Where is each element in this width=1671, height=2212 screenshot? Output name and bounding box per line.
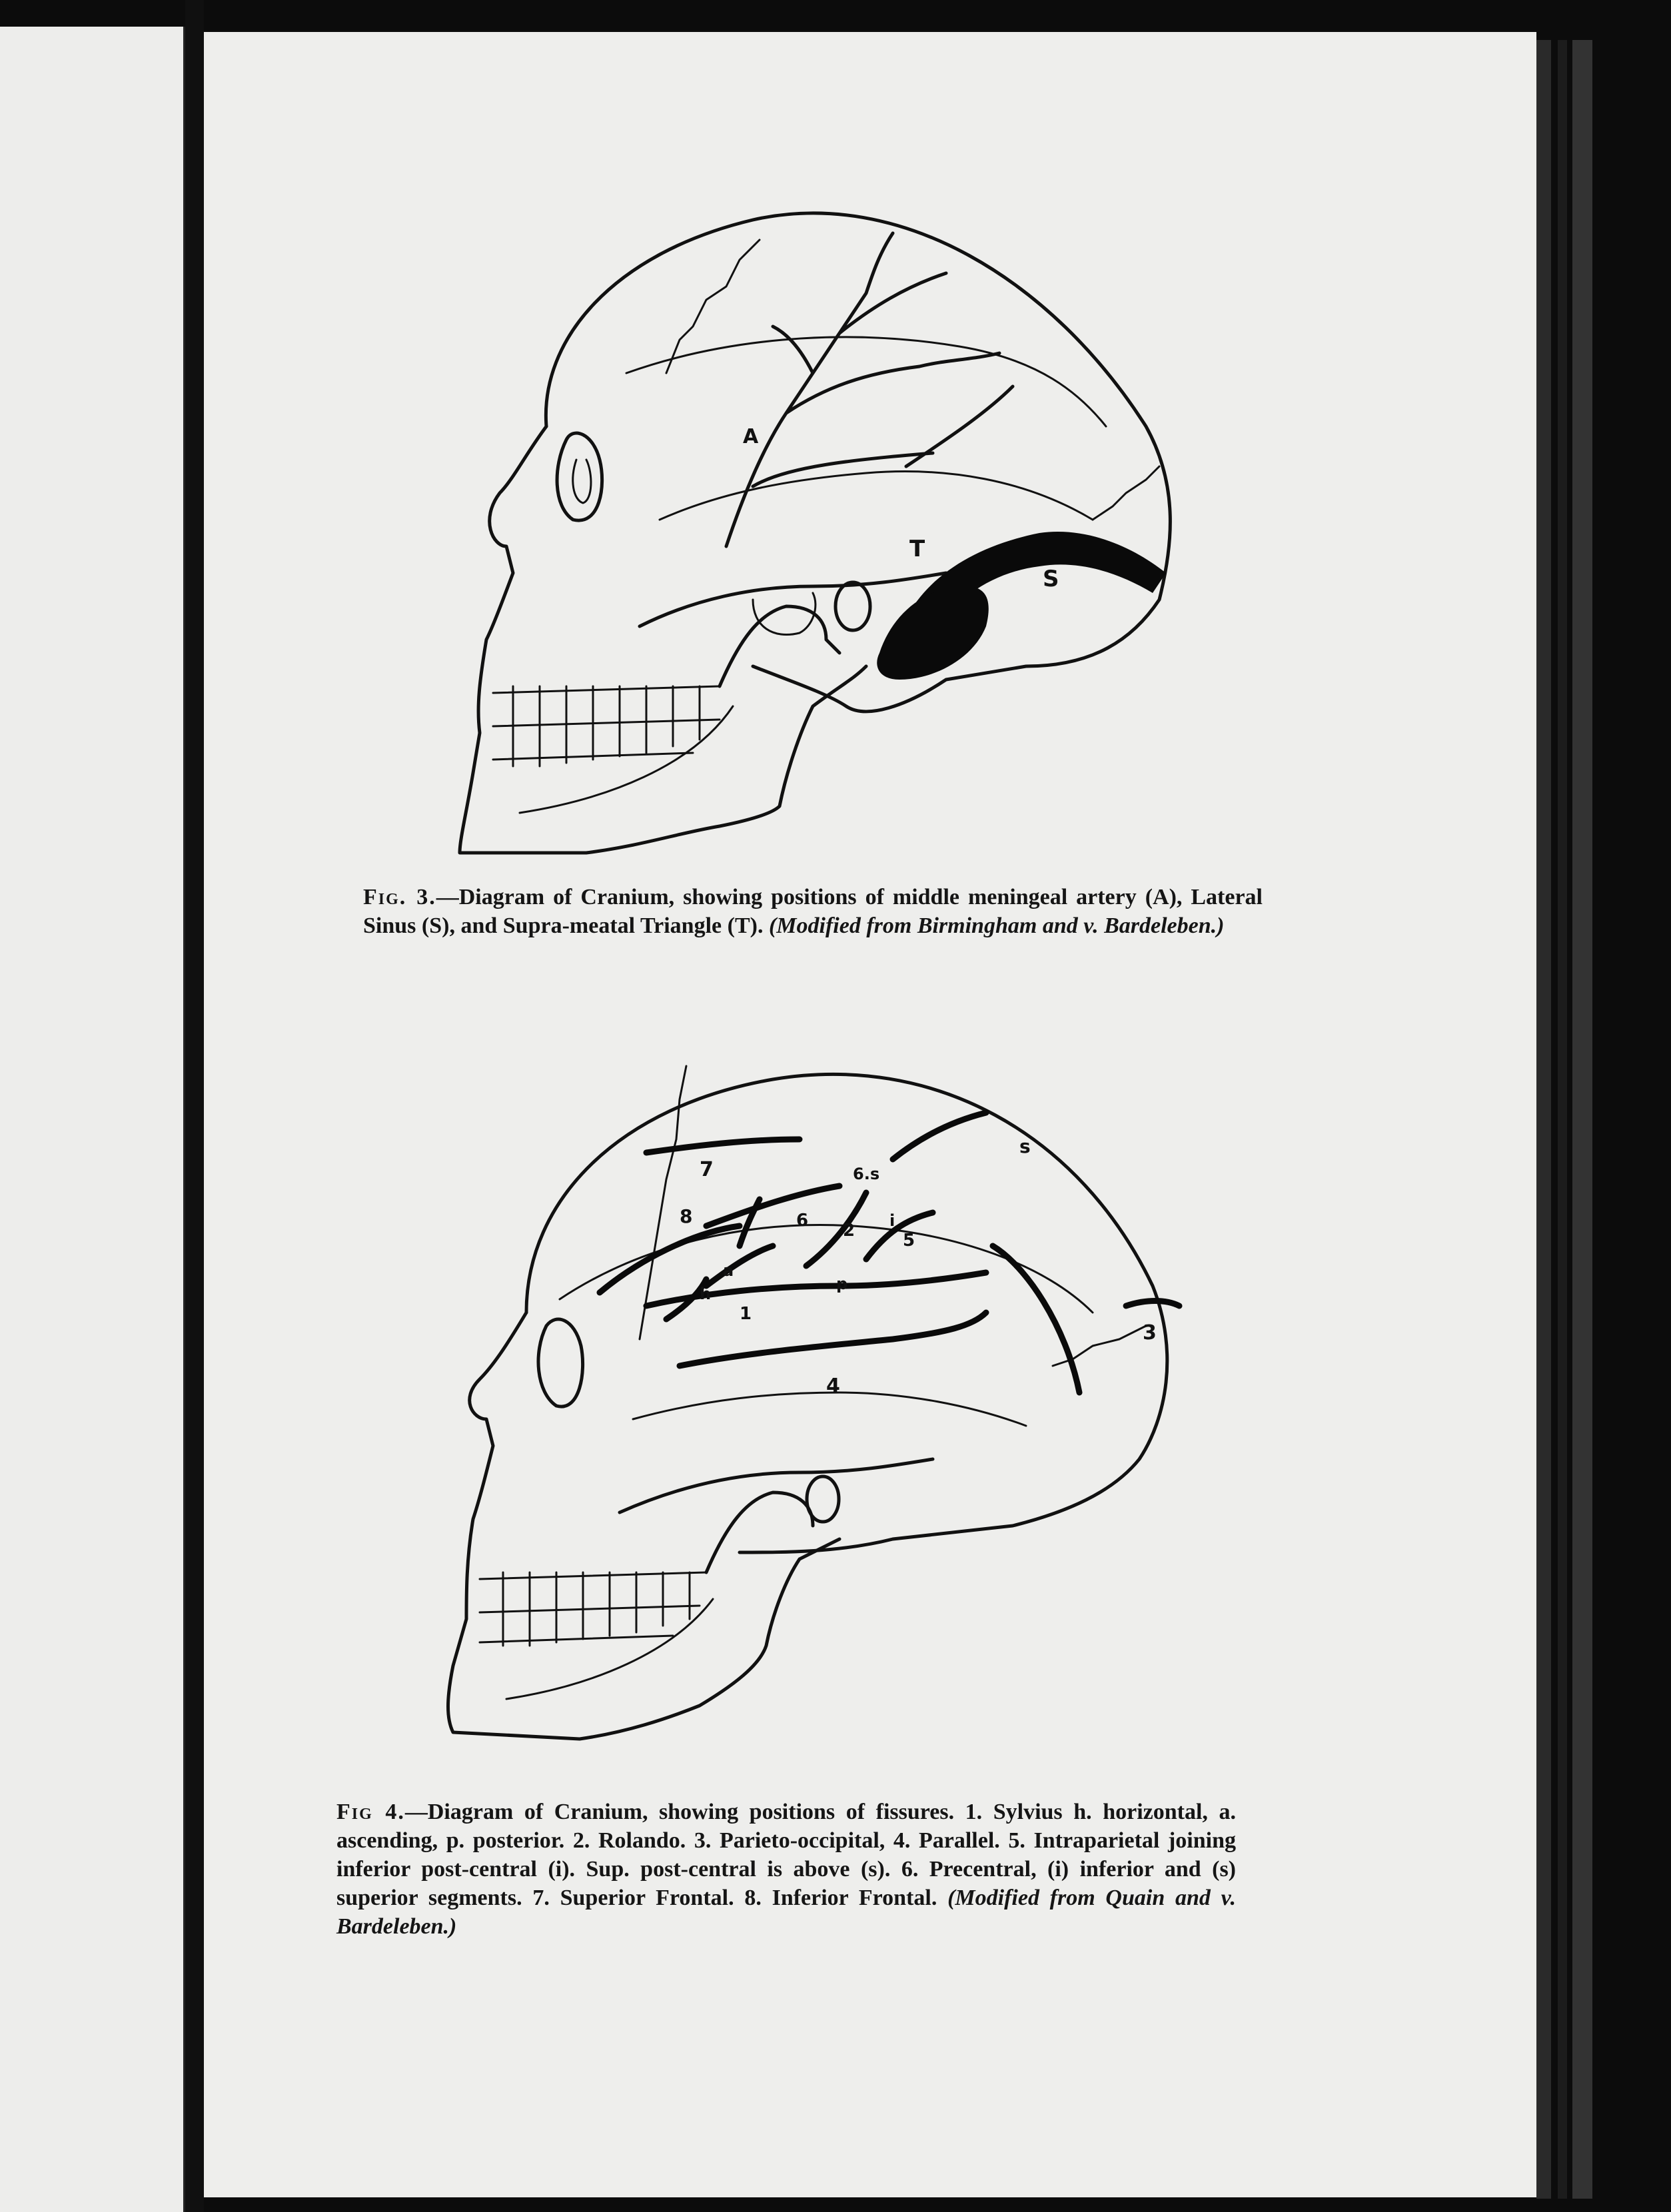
- orbit: [538, 1319, 583, 1406]
- marker-6: 6: [796, 1211, 809, 1231]
- post-central-fissure: [993, 1246, 1079, 1392]
- figure-3-label: Fig. 3.: [363, 885, 436, 909]
- marker-6s: 6.s: [853, 1165, 880, 1183]
- figure-4-skull-diagram: [426, 1046, 1193, 1786]
- marker-7: 7: [700, 1158, 714, 1181]
- marker-t: T: [909, 536, 925, 562]
- left-page-edge: [0, 27, 185, 2212]
- teeth-lines: [493, 686, 720, 760]
- face-outline: [460, 426, 866, 853]
- marker-1: 1: [740, 1304, 752, 1324]
- page-stack-edge: [1536, 40, 1551, 2199]
- marker-2: 2: [843, 1221, 855, 1241]
- marker-s: S: [1043, 566, 1059, 592]
- orbit: [557, 433, 602, 520]
- marker-3: 3: [1143, 1321, 1157, 1345]
- marker-h: h: [700, 1285, 712, 1303]
- cranium-outline: [546, 213, 1170, 712]
- page-stack-edge: [1558, 40, 1567, 2199]
- marker-a: a: [723, 1261, 734, 1280]
- book-gutter: [185, 0, 204, 2212]
- parallel-fissure: [680, 1313, 986, 1366]
- teeth-lines: [480, 1572, 706, 1642]
- figure-4-label: Fig 4.: [336, 1800, 405, 1824]
- marker-8: 8: [680, 1205, 693, 1227]
- figure-3-caption: [363, 883, 1263, 940]
- figure-4-text: —Diagram of Cranium, showing positions of fissures. 1. Sylvius h. horizontal, a. ascending, p. posterior. 2. Rolando. 3. Parieto-occipital, 4. Parallel. 5. Intraparietal joining inferior post-central (i). Sup. post-central is above (s). 6. Precentral, (i) inferior and (s) superior segments. 7. Superior Frontal. 8. Inferior Frontal.: [336, 1800, 1237, 1910]
- marker-i: i: [889, 1211, 895, 1230]
- marker-5: 5: [903, 1231, 915, 1251]
- meningeal-artery-branches: [726, 233, 1013, 546]
- parieto-occipital-fissure: [1126, 1301, 1179, 1307]
- squamous-suture: [660, 472, 1093, 520]
- figure-4-credit: (Modified from Quain and v. Bardeleben.): [336, 1886, 1236, 1939]
- rolando-fissure: [806, 1193, 866, 1266]
- intraparietal-fissure: [866, 1113, 986, 1259]
- temporal-line: [560, 1225, 1093, 1313]
- figure-3-credit: (Modified from Birmingham and v. Bardeleben.): [768, 913, 1225, 938]
- cranium-outline: [526, 1074, 1167, 1552]
- condyle: [753, 593, 816, 635]
- temporal-line: [626, 337, 1106, 426]
- face-outline: [448, 1313, 840, 1739]
- auditory-meatus: [807, 1476, 839, 1522]
- mandible-ramus: [720, 606, 839, 686]
- marker-a: A: [743, 425, 759, 448]
- marker-s: s: [1019, 1135, 1031, 1157]
- superior-frontal-fissure: [646, 1139, 839, 1226]
- auditory-meatus: [835, 582, 870, 630]
- zygomatic-arch: [620, 1459, 933, 1512]
- coronal-suture: [666, 240, 760, 373]
- figure-3-text: —Diagram of Cranium, showing positions of middle meningeal artery (A), Lateral Sinus (S), and Supra-meatal Triangle (T).: [363, 885, 1263, 938]
- figure-4-caption: [336, 1798, 1236, 1941]
- lambdoid-suture: [1093, 466, 1159, 520]
- sigmoid-sinus: [877, 586, 989, 680]
- orbit-inner: [573, 460, 591, 503]
- cover-edge: [1572, 40, 1592, 2199]
- figure-3-skull-diagram: [440, 173, 1219, 879]
- marker-p: p: [836, 1275, 848, 1293]
- marker-4: 4: [826, 1375, 840, 1398]
